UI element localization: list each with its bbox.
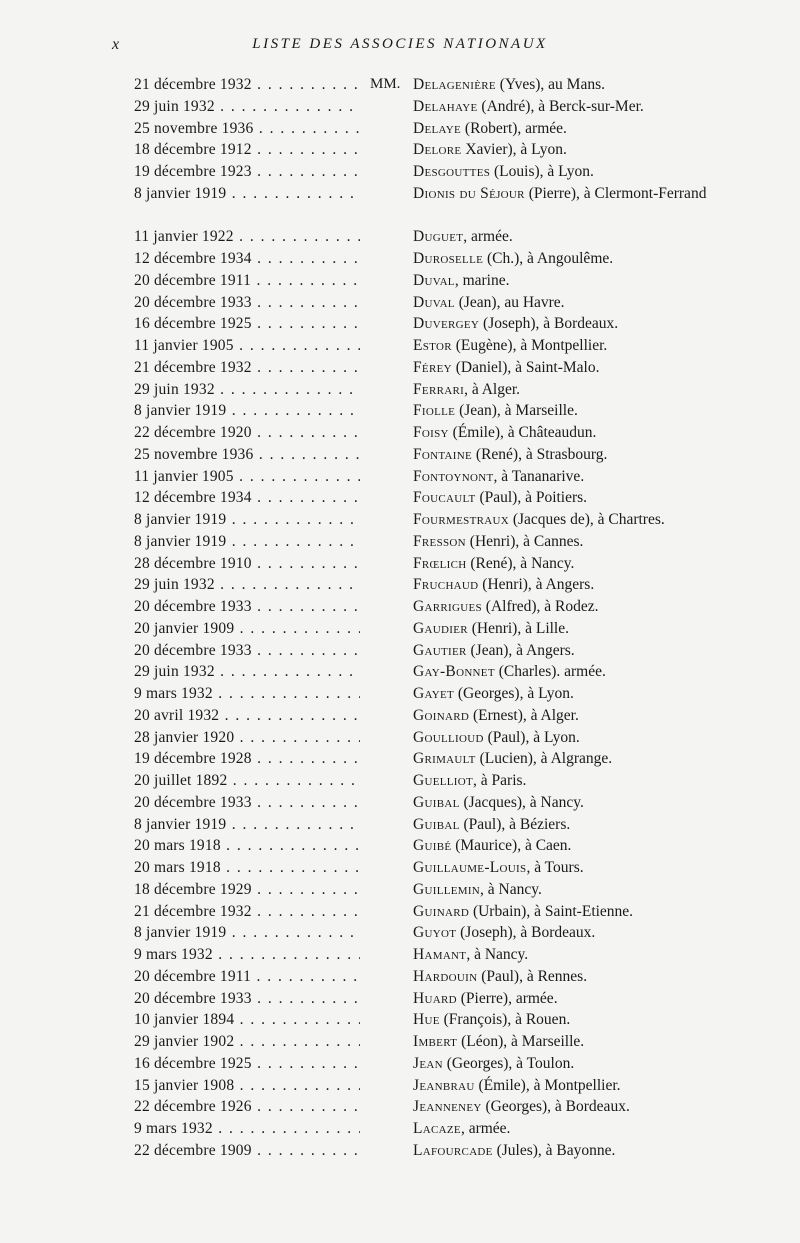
entry-surname: Jeanbrau — [413, 1076, 475, 1094]
entry-details: (Paul), à Lyon. — [483, 728, 580, 746]
entry-surname: Fontoynont — [413, 467, 494, 485]
entry-surname: Delahaye — [413, 97, 478, 115]
page-number: x — [112, 36, 120, 53]
entry-surname: Dionis du Séjour — [413, 184, 525, 202]
entry-surname: Guyot — [413, 924, 457, 942]
entry-details: (Paul), à Rennes. — [477, 967, 588, 985]
entry-details: (Jean), à Marseille. — [455, 402, 578, 420]
entry-date: 28 décembre 1910 . . . — [134, 553, 360, 575]
list-item — [0, 270, 800, 292]
entry-surname: Fiolle — [413, 402, 456, 420]
entry-details: (Georges), à Bordeaux. — [481, 1098, 630, 1116]
list-item — [0, 226, 800, 248]
entry-details: (René), à Nancy. — [466, 554, 575, 572]
entry-details: (Robert), armée. — [461, 119, 567, 137]
entry-date: 19 décembre 1928 . . . — [134, 748, 360, 770]
entry-date: 20 décembre 1933 . . . — [134, 988, 360, 1010]
entry-date: 9 mars 1932 . . . — [134, 1118, 360, 1140]
entry-name — [413, 487, 793, 509]
list-item — [0, 96, 800, 118]
entry-details: (Georges), à Toulon. — [442, 1054, 575, 1072]
list-item — [0, 313, 800, 335]
entry-surname: Gayet — [413, 685, 455, 702]
entry-name — [413, 335, 793, 357]
entry-name — [413, 988, 793, 1010]
entry-details: , armée. — [460, 1120, 511, 1137]
entry-name — [413, 705, 793, 727]
entry-name — [413, 748, 793, 770]
list-item — [0, 444, 800, 466]
entry-details: (Joseph), à Bordeaux. — [479, 315, 619, 333]
entry-name — [413, 1075, 793, 1097]
entry-surname: Lacaze — [413, 1120, 461, 1137]
entry-details: (Émile), à Châteaudun. — [448, 424, 597, 441]
entry-surname: Guibal — [413, 815, 460, 833]
list-item — [0, 1096, 800, 1118]
entry-date: 20 avril 1932 . . . — [134, 705, 360, 727]
entry-date: 16 décembre 1925 . . . — [134, 313, 360, 335]
entry-name — [413, 1031, 793, 1053]
entry-date: 18 décembre 1929 . . . — [134, 879, 360, 901]
list-item — [0, 814, 800, 836]
list-item — [0, 922, 800, 944]
entry-date: 12 décembre 1934 . . . — [134, 487, 360, 509]
entry-details: (Paul), à Poitiers. — [475, 489, 588, 507]
list-item — [0, 1075, 800, 1097]
entry-surname: Férey — [413, 358, 452, 376]
entry-surname: Gautier — [413, 641, 467, 659]
entry-surname: Delore — [413, 141, 462, 159]
list-item — [0, 248, 800, 270]
associates-list — [0, 74, 800, 1162]
entry-surname: Duval — [413, 271, 455, 289]
entry-surname: Jeanneney — [413, 1098, 482, 1116]
entry-name — [413, 313, 793, 335]
list-item — [0, 509, 800, 531]
entry-details: (Jean), à Angers. — [466, 641, 575, 659]
entry-details: (Henri), à Angers. — [478, 576, 595, 594]
list-item — [0, 1009, 800, 1031]
entry-details: (René), à Strasbourg. — [472, 445, 608, 463]
entry-surname: Imbert — [413, 1033, 458, 1050]
entry-details: (Louis), à Lyon. — [490, 163, 594, 180]
list-item — [0, 879, 800, 901]
list-item — [0, 683, 800, 705]
list-item — [0, 1053, 800, 1075]
list-item — [0, 901, 800, 923]
entry-date: 20 mars 1918 . . . — [134, 835, 360, 857]
entry-details: (Jules), à Bayonne. — [492, 1141, 616, 1159]
entry-surname: Fontaine — [413, 445, 473, 463]
list-item — [0, 487, 800, 509]
entry-surname: Guillemin — [413, 880, 481, 898]
list-item — [0, 357, 800, 379]
entry-name — [413, 183, 793, 205]
entry-details: , à Alger. — [464, 380, 521, 398]
entry-name — [413, 357, 793, 379]
entry-surname: Huard — [413, 989, 457, 1007]
entry-surname: Lafourcade — [413, 1141, 493, 1159]
entry-name — [413, 292, 793, 314]
entry-date: 29 janvier 1902 . . . — [134, 1031, 360, 1053]
entry-name — [413, 248, 793, 270]
entry-surname: Duvergey — [413, 315, 480, 333]
entry-date: 28 janvier 1920 . . . — [134, 727, 360, 749]
list-item — [0, 139, 800, 161]
entry-date: 21 décembre 1932 . . . — [134, 357, 360, 379]
entry-date: 21 décembre 1932 . . . — [134, 901, 360, 923]
page-header — [0, 36, 800, 58]
entry-date: 20 décembre 1933 . . . — [134, 596, 360, 618]
list-item — [0, 944, 800, 966]
entry-date: 20 décembre 1933 . . . — [134, 640, 360, 662]
entry-surname: Jean — [413, 1054, 443, 1072]
entry-surname: Guibé — [413, 837, 452, 855]
entry-name — [413, 596, 793, 618]
entry-surname: Ferrari — [413, 380, 465, 398]
entry-name — [413, 857, 793, 879]
entry-date: 12 décembre 1934 . . . — [134, 248, 360, 270]
entry-surname: Fresson — [413, 532, 466, 550]
list-item — [0, 618, 800, 640]
entry-surname: Duval — [413, 293, 455, 311]
entry-details: (Jean), au Havre. — [454, 293, 565, 311]
entry-surname: Delagenière — [413, 76, 496, 93]
entry-details: , armée. — [463, 228, 513, 246]
list-item — [0, 400, 800, 422]
entry-surname: Goinard — [413, 706, 470, 724]
entry-date: 15 janvier 1908 . . . — [134, 1075, 360, 1097]
entry-surname: Guinard — [413, 902, 470, 920]
running-title: LISTE DES ASSOCIES NATIONAUX — [252, 36, 548, 52]
entry-date: 8 janvier 1919 . . . — [134, 531, 360, 553]
entry-surname: Guibal — [413, 793, 460, 811]
entry-surname: Grimault — [413, 750, 476, 768]
entry-date: 29 juin 1932 . . . — [134, 661, 360, 683]
list-item — [0, 835, 800, 857]
entry-surname: Desgouttes — [413, 163, 491, 180]
entry-details: , à Nancy. — [480, 880, 542, 898]
list-item — [0, 792, 800, 814]
entry-date: 20 décembre 1911 . . . — [134, 966, 360, 988]
entry-details: , à Paris. — [473, 772, 527, 789]
entry-date: 25 novembre 1936 . . . — [134, 444, 360, 466]
entry-name — [413, 814, 793, 836]
list-item — [0, 74, 800, 96]
entry-date: 9 mars 1932 . . . — [134, 683, 360, 705]
entry-date: 20 décembre 1933 . . . — [134, 792, 360, 814]
list-item — [0, 335, 800, 357]
entry-date: 21 décembre 1932 . . . — [134, 74, 360, 96]
entry-details: (Alfred), à Rodez. — [481, 598, 599, 615]
list-item — [0, 466, 800, 488]
entry-name — [413, 922, 793, 944]
entry-date: 8 janvier 1919 . . . — [134, 400, 360, 422]
entry-details: , à Tananarive. — [493, 467, 585, 485]
entry-name — [413, 944, 793, 966]
entry-details: (Eugène), à Montpellier. — [451, 337, 608, 354]
entry-surname: Foisy — [413, 424, 449, 441]
entry-date: 9 mars 1932 . . . — [134, 944, 360, 966]
entry-details: Xavier), à Lyon. — [461, 141, 567, 159]
entry-details: , à Nancy. — [466, 946, 529, 963]
entry-name — [413, 727, 793, 749]
entry-name — [413, 618, 793, 640]
entry-name — [413, 270, 793, 292]
list-item — [0, 988, 800, 1010]
entry-date: 22 décembre 1926 . . . — [134, 1096, 360, 1118]
entry-name — [413, 966, 793, 988]
list-item — [0, 574, 800, 596]
entry-name — [413, 226, 793, 248]
entry-details: (André), à Berck-sur-Mer. — [477, 97, 644, 115]
entry-surname: Hue — [413, 1011, 440, 1029]
entry-name — [413, 901, 793, 923]
list-item — [0, 748, 800, 770]
entry-surname: Guelliot — [413, 772, 474, 789]
list-item — [0, 161, 800, 183]
honorific-prefix: MM. — [370, 76, 401, 92]
entry-name — [413, 531, 793, 553]
entry-details: (Paul), à Béziers. — [459, 815, 571, 833]
entry-name — [413, 509, 793, 531]
list-item — [0, 292, 800, 314]
entry-name — [413, 1140, 793, 1162]
entry-surname: Goullioud — [413, 728, 484, 746]
entry-date: 16 décembre 1925 . . . — [134, 1053, 360, 1075]
entry-date: 29 juin 1932 . . . — [134, 379, 360, 401]
entry-name — [413, 1096, 793, 1118]
entry-surname: Duroselle — [413, 250, 484, 267]
entry-details: (Émile), à Montpellier. — [474, 1076, 621, 1094]
entry-details: (Lucien), à Algrange. — [475, 750, 613, 768]
entry-surname: Frœlich — [413, 554, 467, 572]
entry-name — [413, 400, 793, 422]
entry-details: (Georges), à Lyon. — [454, 685, 574, 702]
entry-details: (Ernest), à Alger. — [469, 706, 579, 724]
entry-surname: Fourmestraux — [413, 511, 509, 528]
list-item — [0, 422, 800, 444]
entry-name — [413, 161, 793, 183]
entry-details: (Ch.), à Angoulême. — [483, 250, 614, 267]
entry-name — [413, 661, 793, 683]
list-item — [0, 857, 800, 879]
entry-date: 8 janvier 1919 . . . — [134, 814, 360, 836]
entry-name — [413, 879, 793, 901]
entry-name — [413, 1009, 793, 1031]
entry-name — [413, 1118, 793, 1140]
entry-date: 22 décembre 1909 . . . — [134, 1140, 360, 1162]
entry-surname: Hardouin — [413, 967, 478, 985]
entry-date: 10 janvier 1894 . . . — [134, 1009, 360, 1031]
entry-details: (Yves), au Mans. — [495, 76, 605, 93]
list-item — [0, 1140, 800, 1162]
entry-name — [413, 118, 793, 140]
entry-details: (Maurice), à Caen. — [451, 837, 572, 855]
entry-surname: Guillaume-Louis — [413, 859, 527, 876]
entry-details: , marine. — [454, 271, 510, 289]
entry-details: (Joseph), à Bordeaux. — [456, 924, 596, 942]
list-item — [0, 1118, 800, 1140]
entry-surname: Estor — [413, 337, 452, 354]
entry-name — [413, 553, 793, 575]
entry-date: 8 janvier 1919 . . . — [134, 183, 360, 205]
entry-details: (Henri), à Lille. — [467, 619, 569, 637]
entry-surname: Duguet — [413, 228, 464, 246]
entry-date: 8 janvier 1919 . . . — [134, 922, 360, 944]
list-item — [0, 640, 800, 662]
entry-name — [413, 1053, 793, 1075]
entry-name — [413, 835, 793, 857]
entry-date: 20 décembre 1933 . . . — [134, 292, 360, 314]
list-item — [0, 596, 800, 618]
entry-details: (Henri), à Cannes. — [465, 532, 584, 550]
entry-date: 20 mars 1918 . . . — [134, 857, 360, 879]
list-item — [0, 183, 800, 227]
entry-surname: Hamant — [413, 946, 467, 963]
entry-details: (Pierre), armée. — [456, 989, 558, 1007]
entry-name — [413, 770, 793, 792]
entry-name — [413, 379, 793, 401]
entry-name — [413, 96, 793, 118]
entry-date: 11 janvier 1905 . . . — [134, 466, 360, 488]
entry-date: 22 décembre 1920 . . . — [134, 422, 360, 444]
list-item — [0, 553, 800, 575]
entry-name — [413, 683, 793, 705]
entry-date: 29 juin 1932 . . . — [134, 96, 360, 118]
entry-name — [413, 139, 793, 161]
list-item — [0, 661, 800, 683]
entry-surname: Foucault — [413, 489, 476, 507]
entry-surname: Garrigues — [413, 598, 482, 615]
entry-date: 18 décembre 1912 . . . — [134, 139, 360, 161]
entry-name — [413, 422, 793, 444]
entry-name — [413, 444, 793, 466]
list-item — [0, 770, 800, 792]
entry-name — [413, 640, 793, 662]
entry-details: (Charles). armée. — [494, 663, 606, 681]
entry-date: 11 janvier 1922 . . . — [134, 226, 360, 248]
list-item — [0, 379, 800, 401]
entry-surname: Gaudier — [413, 619, 468, 637]
entry-surname: Delaye — [413, 119, 462, 137]
entry-details: (Jacques), à Nancy. — [459, 793, 584, 811]
entry-date: 11 janvier 1905 . . . — [134, 335, 360, 357]
entry-details: (François), à Rouen. — [439, 1011, 571, 1029]
entry-date: 25 novembre 1936 . . . — [134, 118, 360, 140]
entry-details: (Pierre), à Clermont-Ferrand — [524, 184, 707, 202]
list-item — [0, 727, 800, 749]
list-item — [0, 966, 800, 988]
entry-date: 20 décembre 1911 . . . — [134, 270, 360, 292]
list-item — [0, 705, 800, 727]
entry-details: (Urbain), à Saint-Etienne. — [469, 902, 634, 920]
entry-date: 20 janvier 1909 . . . — [134, 618, 360, 640]
entry-details: (Daniel), à Saint-Malo. — [451, 358, 600, 376]
list-item — [0, 1031, 800, 1053]
entry-date: 19 décembre 1923 . . . — [134, 161, 360, 183]
entry-name — [413, 792, 793, 814]
entry-date: 8 janvier 1919 . . . — [134, 509, 360, 531]
entry-surname: Fruchaud — [413, 576, 479, 594]
entry-date: 29 juin 1932 . . . — [134, 574, 360, 596]
entry-name — [413, 574, 793, 596]
entry-surname: Gay-Bonnet — [413, 663, 495, 681]
list-item — [0, 531, 800, 553]
entry-details: (Léon), à Marseille. — [457, 1033, 585, 1050]
entry-details: (Jacques de), à Chartres. — [508, 511, 665, 528]
list-item — [0, 118, 800, 140]
entry-date: 20 juillet 1892 . . . — [134, 770, 360, 792]
entry-name — [413, 466, 793, 488]
entry-details: , à Tours. — [526, 859, 584, 876]
entry-name — [413, 74, 793, 96]
